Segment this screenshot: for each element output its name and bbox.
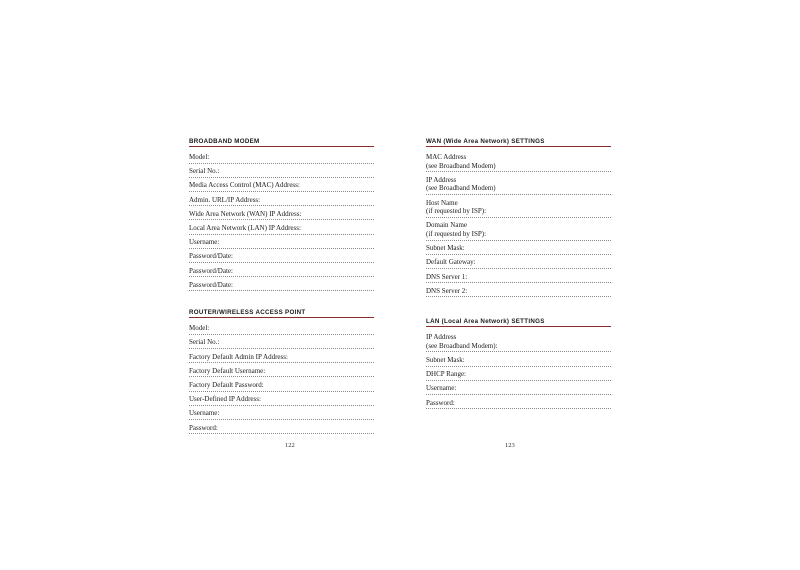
form-field[interactable] — [426, 175, 611, 195]
form-field[interactable] — [189, 323, 374, 335]
form-field[interactable] — [426, 272, 611, 284]
field-sublabel: (see Broadband Modem): — [426, 341, 498, 350]
field-label: Username: — [426, 384, 457, 393]
field-label: Subnet Mask: — [426, 356, 465, 365]
broadband-modem-section — [189, 138, 374, 291]
field-label: Subnet Mask: — [426, 244, 465, 253]
field-label: Local Area Network (LAN) IP Address: — [189, 223, 301, 232]
section-title: BROADBAND MODEM — [189, 138, 374, 147]
form-field[interactable] — [426, 243, 611, 255]
field-label: Username: — [189, 238, 220, 247]
form-field[interactable] — [426, 355, 611, 367]
field-label: DNS Server 2: — [426, 286, 468, 295]
field-label: IP Address — [426, 175, 457, 184]
field-label: DNS Server 1: — [426, 272, 468, 281]
form-field[interactable] — [189, 380, 374, 392]
form-field[interactable] — [426, 220, 611, 240]
section-title: WAN (Wide Area Network) SETTINGS — [426, 138, 611, 147]
field-sublabel: (if requested by ISP): — [426, 229, 487, 238]
field-label: User-Defined IP Address: — [189, 395, 261, 404]
field-label: Password: — [426, 398, 455, 407]
form-field[interactable] — [426, 332, 611, 352]
router-section — [189, 309, 374, 434]
field-label: Domain Name — [426, 221, 468, 230]
field-sublabel: (see Broadband Modem) — [426, 184, 496, 193]
form-field[interactable] — [189, 251, 374, 263]
form-field[interactable] — [189, 180, 374, 192]
page-number-right: 123 — [505, 442, 515, 449]
page-number-left: 122 — [285, 442, 295, 449]
field-label: Serial No.: — [189, 167, 220, 176]
form-field[interactable] — [189, 394, 374, 406]
form-field[interactable] — [426, 383, 611, 395]
form-field[interactable] — [426, 369, 611, 381]
form-field[interactable] — [189, 266, 374, 278]
section-title: LAN (Local Area Network) SETTINGS — [426, 318, 611, 327]
field-label: Wide Area Network (WAN) IP Address: — [189, 209, 302, 218]
field-sublabel: (see Broadband Modem) — [426, 161, 496, 170]
field-label: Admin. URL/IP Address: — [189, 195, 261, 204]
field-label: Password/Date: — [189, 266, 233, 275]
form-field[interactable] — [189, 237, 374, 249]
field-label: Password: — [189, 423, 218, 432]
form-field[interactable] — [189, 337, 374, 349]
form-field[interactable] — [189, 352, 374, 364]
form-field[interactable] — [426, 286, 611, 298]
form-field[interactable] — [189, 223, 374, 235]
field-label: IP Address — [426, 333, 457, 342]
field-label: Media Access Control (MAC) Address: — [189, 181, 300, 190]
field-label: Default Gateway: — [426, 258, 476, 267]
field-label: Model: — [189, 153, 210, 161]
field-label: Host Name — [426, 198, 458, 207]
field-sublabel: (if requested by ISP): — [426, 207, 487, 216]
form-field[interactable] — [426, 152, 611, 172]
form-field[interactable] — [189, 152, 374, 164]
field-label: Password/Date: — [189, 252, 233, 261]
field-label: Factory Default Admin IP Address: — [189, 352, 288, 361]
field-label: MAC Address — [426, 153, 467, 161]
field-label: Password/Date: — [189, 280, 233, 289]
field-label: Username: — [189, 409, 220, 418]
form-field[interactable] — [189, 195, 374, 207]
section-title: ROUTER/WIRELESS ACCESS POINT — [189, 309, 374, 318]
form-field[interactable] — [189, 366, 374, 378]
form-field[interactable] — [189, 423, 374, 435]
field-label: Factory Default Password: — [189, 381, 264, 390]
left-page — [189, 138, 374, 437]
form-field[interactable] — [189, 209, 374, 221]
wan-settings-section — [426, 138, 611, 297]
form-field[interactable] — [426, 257, 611, 269]
form-field[interactable] — [426, 198, 611, 218]
lan-settings-section — [426, 318, 611, 409]
form-field[interactable] — [426, 398, 611, 410]
field-label: Model: — [189, 324, 210, 333]
right-page — [426, 138, 611, 412]
field-label: Factory Default Username: — [189, 366, 266, 375]
form-field[interactable] — [189, 280, 374, 292]
field-label: Serial No.: — [189, 338, 220, 347]
field-label: DHCP Range: — [426, 370, 466, 379]
form-field[interactable] — [189, 166, 374, 178]
form-field[interactable] — [189, 408, 374, 420]
